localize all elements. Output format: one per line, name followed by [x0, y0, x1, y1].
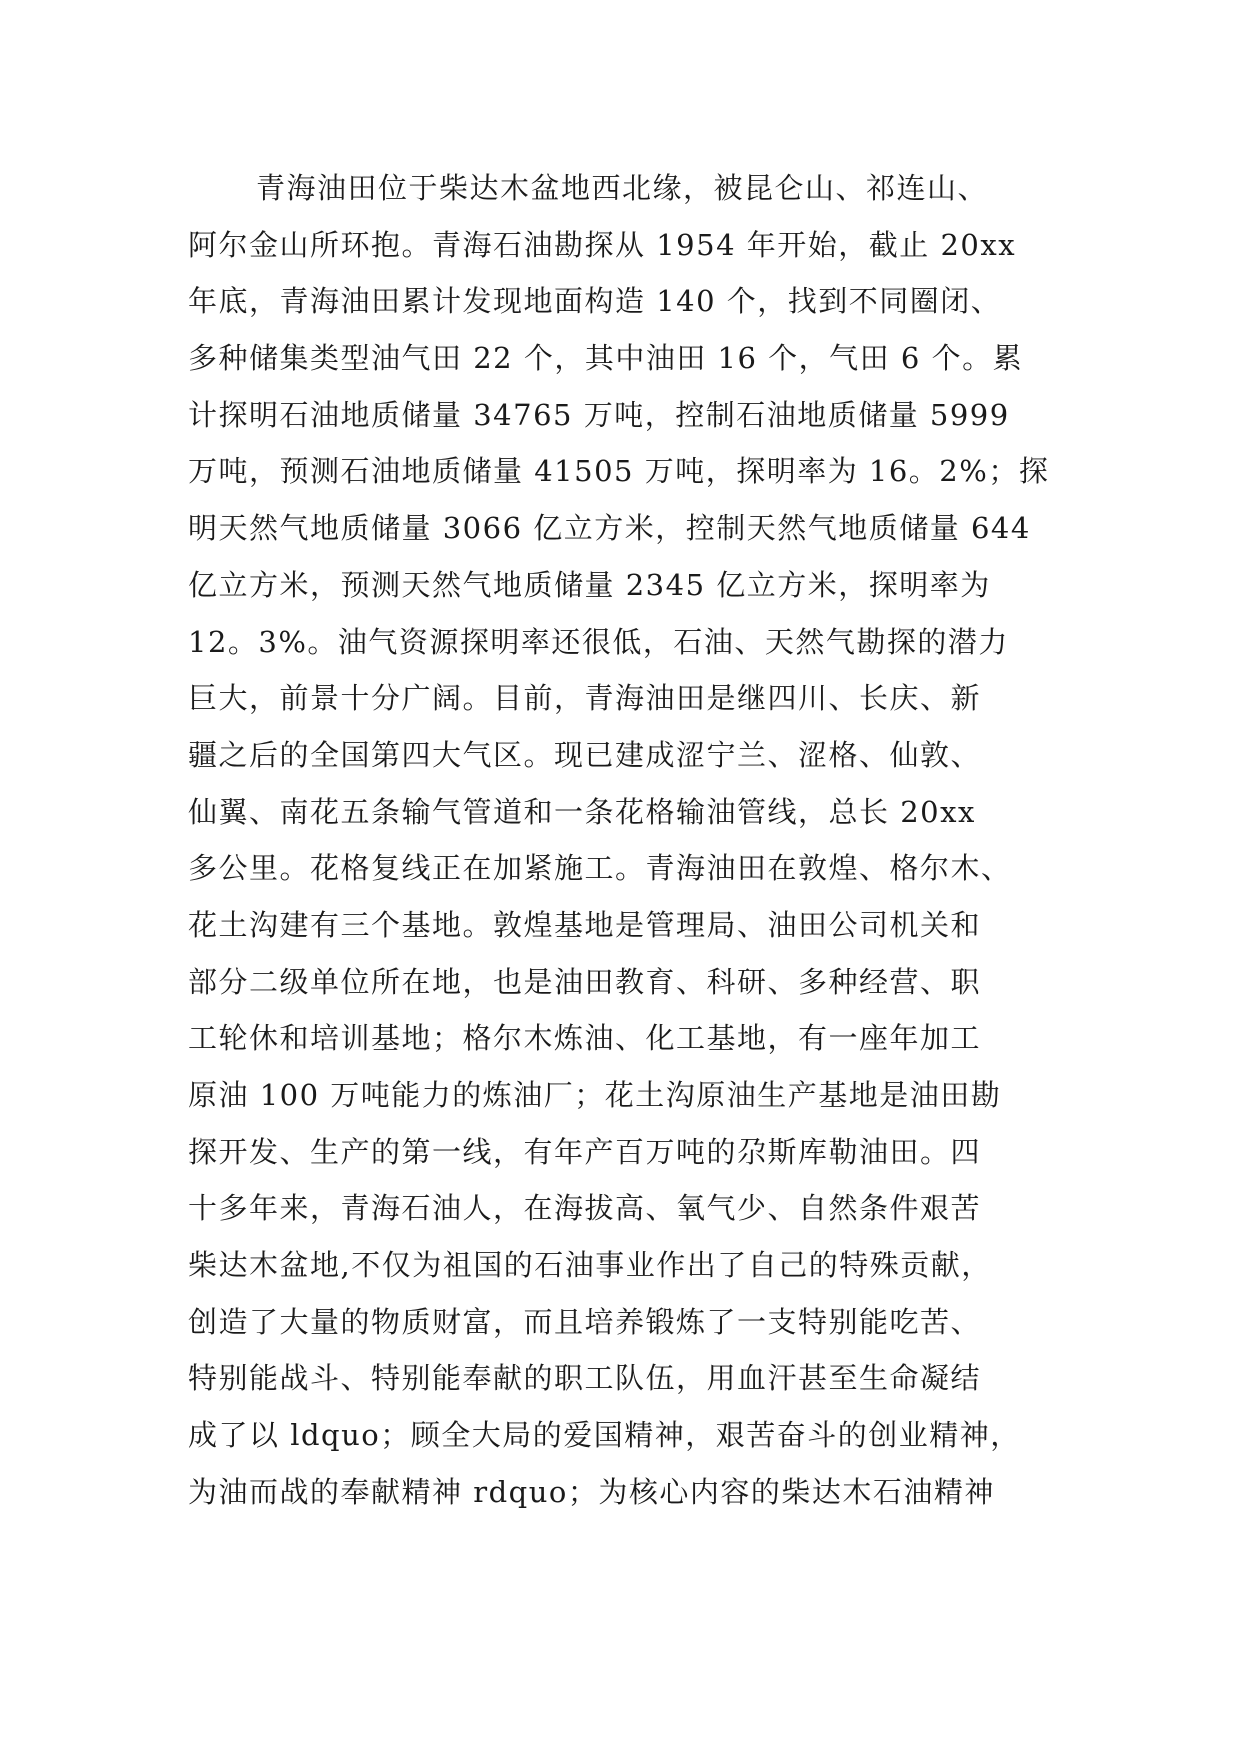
paragraph-line: 仙翼、南花五条输气管道和一条花格输油管线，总长 20xx: [188, 794, 976, 829]
paragraph-line: 部分二级单位所在地，也是油田教育、科研、多种经营、职: [188, 964, 982, 999]
paragraph-line: 工轮休和培训基地；格尔木炼油、化工基地，有一座年加工: [188, 1021, 982, 1056]
paragraph-line: 多公里。花格复线正在加紧施工。青海油田在敦煌、格尔木、: [188, 851, 1012, 886]
paragraph-line: 为油而战的奉献精神 rdquo；为核心内容的柴达木石油精神: [188, 1474, 995, 1509]
paragraph-line: 多种储集类型油气田 22 个，其中油田 16 个，气田 6 个。累: [188, 341, 1024, 376]
paragraph-line: 万吨，预测石油地质储量 41505 万吨，探明率为 16。2%；探: [188, 454, 1050, 489]
paragraph-line: 12。3%。油气资源探明率还很低，石油、天然气勘探的潜力: [188, 624, 1009, 659]
paragraph-line: 十多年来，青海石油人，在海拔高、氧气少、自然条件艰苦: [188, 1191, 982, 1226]
paragraph-line: 成了以 ldquo；顾全大局的爱国精神，艰苦奋斗的创业精神，: [188, 1418, 1021, 1453]
paragraph-line: 年底，青海油田累计发现地面构造 140 个，找到不同圈闭、: [188, 284, 1002, 319]
paragraph-line: 特别能战斗、特别能奉献的职工队伍，用血汗甚至生命凝结: [188, 1361, 982, 1396]
paragraph-line: 疆之后的全国第四大气区。现已建成涩宁兰、涩格、仙敦、: [188, 737, 982, 772]
paragraph-line: 青海油田位于柴达木盆地西北缘，被昆仑山、祁连山、: [256, 171, 989, 205]
paragraph-line: 花土沟建有三个基地。敦煌基地是管理局、油田公司机关和: [188, 907, 982, 942]
paragraph-line: 原油 100 万吨能力的炼油厂；花土沟原油生产基地是油田勘: [188, 1078, 1002, 1112]
paragraph-line: 探开发、生产的第一线，有年产百万吨的尕斯库勒油田。四: [188, 1134, 982, 1169]
paragraph-line: 阿尔金山所环抱。青海石油勘探从 1954 年开始，截止 20xx: [188, 227, 1017, 262]
paragraph-line: 柴达木盆地,不仅为祖国的石油事业作出了自己的特殊贡献，: [188, 1248, 992, 1283]
paragraph-line: 计探明石油地质储量 34765 万吨，控制石油地质储量 5999: [188, 397, 1010, 432]
paragraph-line: 巨大，前景十分广阔。目前，青海油田是继四川、长庆、新: [188, 681, 982, 716]
paragraph-line: 创造了大量的物质财富，而且培养锻炼了一支特别能吃苦、: [188, 1304, 982, 1339]
paragraph-line: 亿立方米，预测天然气地质储量 2345 亿立方米，探明率为: [188, 567, 991, 602]
body-paragraph: [188, 160, 1068, 1521]
paragraph-line: 明天然气地质储量 3066 亿立方米，控制天然气地质储量 644: [188, 511, 1031, 546]
